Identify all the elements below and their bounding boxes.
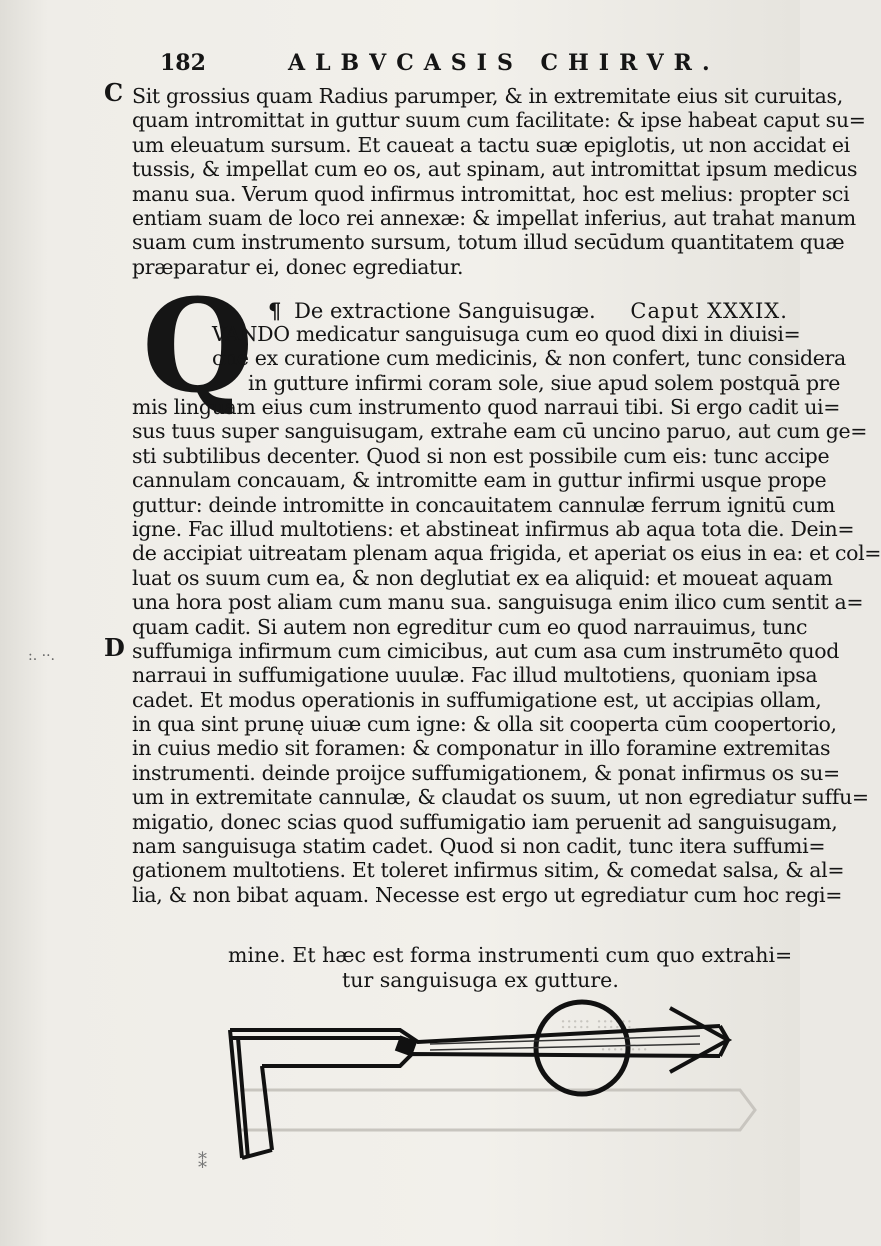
chapter-title: De extractione Sanguisugæ. bbox=[294, 299, 596, 323]
text-line: cadet. Et modus operationis in suffumigatione est, ut accipias ollam, bbox=[132, 687, 822, 712]
text-line: mis linguam eius cum instrumento quod narraui tibi. Si ergo cadit ui= bbox=[132, 395, 841, 419]
text-line: luat os suum cum ea, & non deglutiat ex ea aliquid: et moueat aquam bbox=[132, 565, 833, 590]
closing-line-1: mine. Et hæc est forma instrumenti cum quo extrahi= bbox=[228, 943, 793, 967]
text-line: um eleuatum sursum. Et caueat a tactu suæ epiglotis, ut non accidat ei bbox=[132, 132, 850, 157]
margin-letter-c: C bbox=[104, 78, 124, 107]
text-line: one ex curatione cum medicinis, & non confert, tunc considera bbox=[212, 346, 846, 371]
text-line: lia, & non bibat aquam. Necesse est ergo ut egrediatur cum hoc regi= bbox=[132, 882, 843, 907]
text-line: in cuius medio sit foramen: & componatur in illo foramine extremitas bbox=[132, 736, 831, 761]
chapter-heading bbox=[268, 298, 788, 323]
margin-letter-d: D bbox=[104, 633, 125, 662]
text-line: suffumiga infirmum cum cimicibus, aut cum asa cum instrumēto quod bbox=[132, 638, 840, 663]
text-line: suam cum instrumento sursum, totum illud secūdum quantitatem quæ bbox=[132, 230, 845, 255]
closing-line-2: tur sanguisuga ex gutture. bbox=[342, 968, 619, 992]
text-line: instrumenti. deinde proijce suffumigationem, & ponat infirmus os su= bbox=[132, 760, 840, 785]
drop-cap: Q bbox=[142, 272, 254, 422]
text-line: um in extremitate cannulæ, & claudat os suum, ut non egrediatur suffu= bbox=[132, 785, 869, 810]
text-line: VANDO medicatur sanguisuga cum eo quod dixi in diuisi= bbox=[212, 322, 801, 346]
instrument-illustration bbox=[200, 1000, 780, 1180]
margin-specks: :. ··. bbox=[28, 648, 55, 664]
text-line: entiam suam de loco rei annexæ: & impellat inferius, aut trahat manum bbox=[132, 205, 856, 230]
text-line: quam cadit. Si autem non egreditur cum eo quod narrauimus, tunc bbox=[132, 614, 808, 639]
chapter-label: Caput XXXIX. bbox=[630, 299, 788, 323]
paragraph-2 bbox=[132, 395, 881, 907]
text-line: cannulam concauam, & intromitte eam in guttur infirmi usque prope bbox=[132, 468, 827, 493]
pilcrow-icon: ¶ bbox=[268, 298, 282, 323]
text-line: guttur: deinde intromitte in concauitatem cannulæ ferrum ignitū cum bbox=[132, 492, 836, 517]
text-line: manu sua. Verum quod infirmus intromittat, hoc est melius: propter sci bbox=[132, 181, 850, 206]
text-line: præparatur ei, donec egrediatur. bbox=[132, 254, 464, 279]
running-head: ALBVCASIS CHIRVR. bbox=[288, 50, 720, 76]
text-line: in gutture infirmi coram sole, siue apud solem postquā pre bbox=[248, 370, 840, 395]
text-line: quam intromittat in guttur suum cum facilitate: & ipse habeat caput su= bbox=[132, 108, 866, 133]
footer-mark: ⁑ bbox=[198, 1152, 207, 1173]
show-through-text: ::::: :::::: bbox=[560, 1012, 633, 1033]
page-header bbox=[160, 50, 780, 80]
ghost-outline bbox=[240, 1090, 755, 1130]
text-line: Sit grossius quam Radius parumper, & in extremitate eius sit curuitas, bbox=[132, 84, 843, 108]
text-line: de accipiat uitreatam plenam aqua frigida, et aperiat os eius in ea: et col= bbox=[132, 541, 881, 566]
text-line: migatio, donec scias quod suffumigatio iam peruenit ad sanguisugam, bbox=[132, 809, 838, 834]
instrument-shaft bbox=[230, 1008, 728, 1158]
text-line: gationem multotiens. Et toleret infirmus sitim, & comedat salsa, & al= bbox=[132, 858, 845, 883]
show-through-text: :::: ::: bbox=[600, 1040, 649, 1061]
paragraph-2-indented bbox=[212, 322, 846, 395]
text-line: una hora post aliam cum manu sua. sanguisuga enim ilico cum sentit a= bbox=[132, 590, 864, 615]
paragraph-1 bbox=[132, 84, 866, 279]
text-line: in qua sint prunę uiuæ cum igne: & olla sit cooperta cūm coopertorio, bbox=[132, 712, 837, 737]
text-line: nam sanguisuga statim cadet. Quod si non cadit, tunc itera suffumi= bbox=[132, 834, 826, 859]
text-line: sti subtilibus decenter. Quod si non est possibile cum eis: tunc accipe bbox=[132, 443, 830, 468]
text-line: narraui in suffumigatione uuulæ. Fac illud multotiens, quoniam ipsa bbox=[132, 663, 818, 688]
page-number: 182 bbox=[160, 50, 206, 76]
text-line: sus tuus super sanguisugam, extrahe eam cū uncino paruo, aut cum ge= bbox=[132, 419, 868, 444]
text-line: tussis, & impellat cum eo os, aut spinam, aut intromittat ipsum medicus bbox=[132, 157, 858, 182]
text-line: igne. Fac illud multotiens: et abstineat infirmus ab aqua tota die. Dein= bbox=[132, 516, 855, 541]
